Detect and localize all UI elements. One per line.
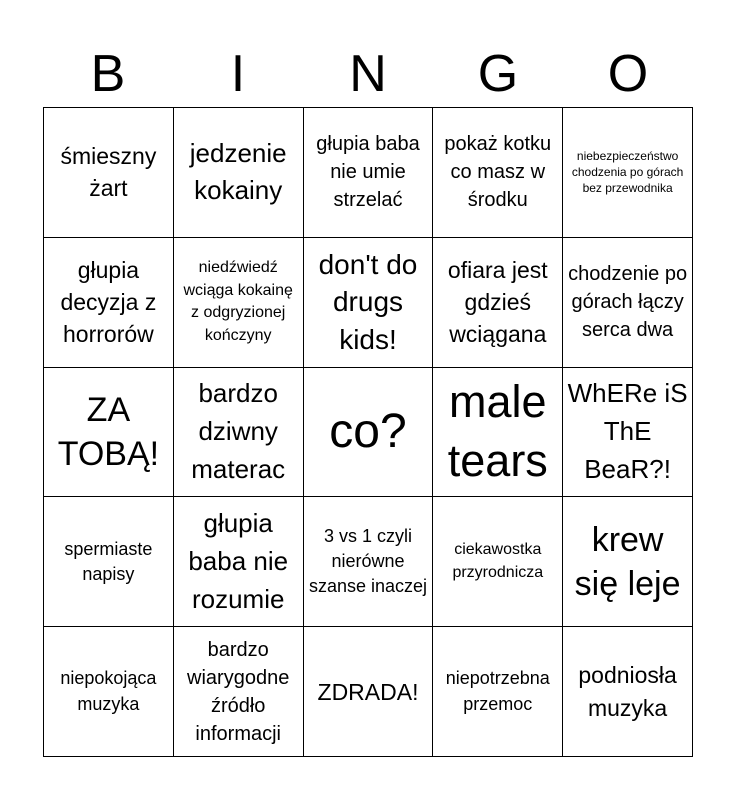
bingo-cell[interactable] bbox=[304, 108, 434, 238]
bingo-cell-text: krew się leje bbox=[574, 520, 681, 603]
header-letter-i: I bbox=[230, 45, 246, 103]
bingo-header bbox=[43, 40, 693, 108]
bingo-cell-text: podniosła muzyka bbox=[578, 662, 677, 721]
bingo-cell[interactable] bbox=[304, 627, 434, 757]
bingo-cell-text: don't do drugs kids! bbox=[318, 248, 418, 356]
bingo-cell[interactable] bbox=[433, 368, 563, 498]
bingo-cell[interactable] bbox=[433, 238, 563, 368]
bingo-cell[interactable] bbox=[433, 108, 563, 238]
bingo-cell-text: głupia baba nie rozumie bbox=[188, 508, 289, 614]
bingo-cell-text: niepokojąca muzyka bbox=[60, 668, 157, 714]
bingo-cell[interactable] bbox=[563, 238, 693, 368]
bingo-cell[interactable] bbox=[563, 627, 693, 757]
bingo-cell[interactable] bbox=[433, 497, 563, 627]
bingo-cell-text: ciekawostka przyrodnicza bbox=[452, 541, 544, 581]
bingo-cell[interactable] bbox=[174, 368, 304, 498]
bingo-cell[interactable] bbox=[433, 627, 563, 757]
bingo-cell-text: pokaż kotku co masz w środku bbox=[444, 133, 552, 212]
bingo-cell[interactable] bbox=[304, 497, 434, 627]
bingo-cell-text: bardzo dziwny materac bbox=[191, 378, 286, 484]
header-letter-o: O bbox=[607, 45, 649, 103]
bingo-cell-text: jedzenie kokainy bbox=[189, 137, 287, 206]
header-letter-g: G bbox=[477, 45, 519, 103]
bingo-grid bbox=[43, 107, 693, 757]
bingo-cell[interactable] bbox=[304, 238, 434, 368]
bingo-cell-text: głupia baba nie umie strzelać bbox=[316, 133, 420, 212]
bingo-cell-text: głupia decyzja z horrorów bbox=[60, 256, 157, 348]
header-letter-b: B bbox=[90, 45, 126, 103]
bingo-cell-text: bardzo wiarygodne źródło informacji bbox=[187, 638, 290, 745]
bingo-cell[interactable] bbox=[44, 238, 174, 368]
bingo-cell[interactable] bbox=[174, 627, 304, 757]
bingo-cell[interactable] bbox=[174, 108, 304, 238]
bingo-cell-text: ZA TOBĄ! bbox=[57, 390, 160, 473]
bingo-cell[interactable] bbox=[174, 497, 304, 627]
bingo-cell[interactable] bbox=[44, 627, 174, 757]
bingo-cell-text: niedźwiedź wciąga kokainę z odgryzionej kończyny bbox=[183, 259, 293, 344]
bingo-cell-text: niepotrzebna przemoc bbox=[445, 668, 550, 714]
bingo-cell-text: male tears bbox=[447, 376, 548, 486]
bingo-cell-text: spermiaste napisy bbox=[64, 538, 153, 584]
bingo-cell[interactable] bbox=[174, 238, 304, 368]
bingo-cell[interactable] bbox=[304, 368, 434, 498]
bingo-cell-text: co? bbox=[329, 405, 407, 459]
bingo-cell-text: ofiara jest gdzieś wciągana bbox=[447, 256, 548, 348]
bingo-cell-text: 3 vs 1 czyli nierówne szanse inaczej bbox=[308, 526, 428, 597]
bingo-cell-text: chodzenie po górach łączy serca dwa bbox=[568, 263, 688, 342]
bingo-cell-text: niebezpieczeństwo chodzenia po górach bez przewodnika bbox=[571, 149, 684, 196]
bingo-cell[interactable] bbox=[44, 368, 174, 498]
header-letter-n: N bbox=[349, 45, 387, 103]
bingo-cell[interactable] bbox=[563, 497, 693, 627]
bingo-cell-text: ZDRADA! bbox=[317, 678, 419, 705]
bingo-cell[interactable] bbox=[563, 108, 693, 238]
bingo-cell[interactable] bbox=[44, 108, 174, 238]
bingo-cell[interactable] bbox=[44, 497, 174, 627]
bingo-cell[interactable] bbox=[563, 368, 693, 498]
bingo-cell-text: śmieszny żart bbox=[60, 143, 157, 202]
bingo-cell-text: WhERe iS ThE BeaR?! bbox=[567, 378, 688, 484]
